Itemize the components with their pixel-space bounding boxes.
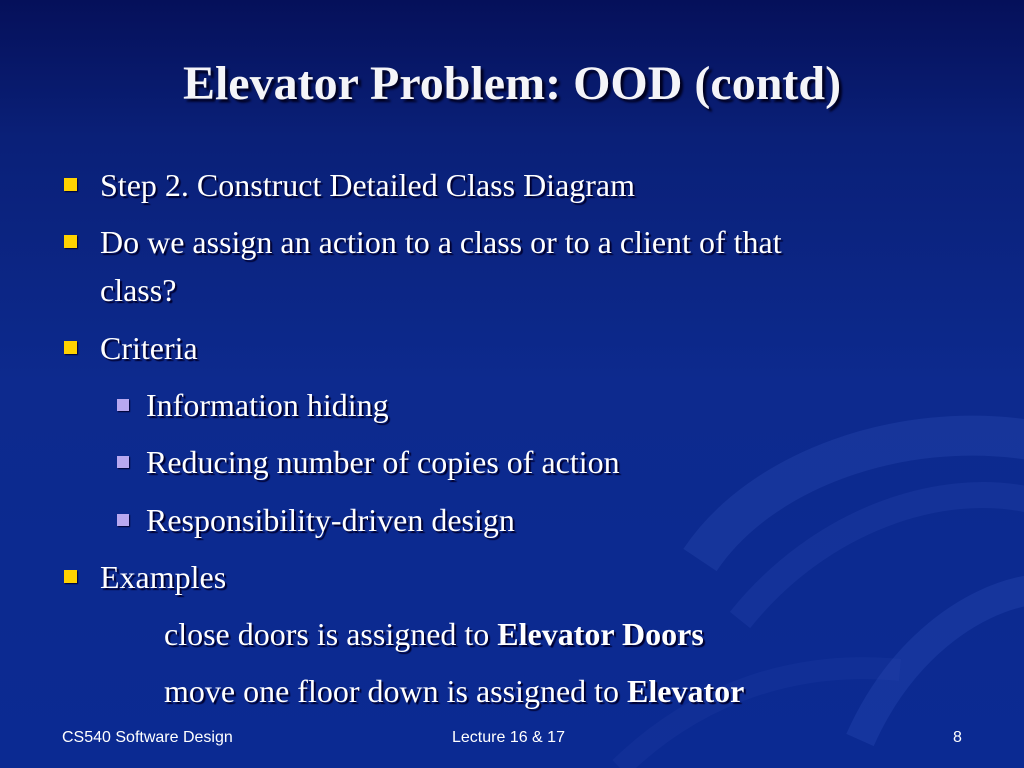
example-close-doors xyxy=(164,610,704,658)
example-text: move one floor down is assigned to xyxy=(164,673,628,709)
square-bullet-icon xyxy=(117,456,129,468)
footer-course: CS540 Software Design xyxy=(62,729,233,746)
sub-bullet-text: Reducing number of copies of action xyxy=(146,444,620,480)
bullet-text: Criteria xyxy=(100,330,198,366)
bullet-examples xyxy=(100,553,226,601)
square-bullet-icon xyxy=(64,235,77,248)
bullet-text-line-2: class? xyxy=(100,272,177,308)
slide-title: Elevator Problem: OOD (contd) xyxy=(182,57,842,110)
square-bullet-icon xyxy=(64,341,77,354)
example-class-name: Elevator Doors xyxy=(497,616,704,652)
example-class-name: Elevator xyxy=(627,673,745,709)
sub-bullet-text: Responsibility-driven design xyxy=(146,502,515,538)
bullet-step-2 xyxy=(100,161,635,209)
sub-bullet-information-hiding xyxy=(146,381,389,429)
bullet-text: Step 2. Construct Detailed Class Diagram xyxy=(100,167,636,203)
bullet-text: Examples xyxy=(100,559,227,595)
square-bullet-icon xyxy=(64,178,77,191)
bullet-text-line-1: Do we assign an action to a class or to a client of that xyxy=(100,224,782,260)
example-text: close doors is assigned to xyxy=(164,616,498,652)
sub-bullet-responsibility-driven xyxy=(146,496,515,544)
square-bullet-icon xyxy=(64,570,77,583)
sub-bullet-text: Information hiding xyxy=(146,387,389,423)
example-move-down xyxy=(164,667,744,715)
square-bullet-icon xyxy=(117,399,129,411)
footer-lecture: Lecture 16 & 17 xyxy=(452,729,565,746)
bullet-assign-action xyxy=(100,218,782,314)
bullet-criteria xyxy=(100,324,198,372)
sub-bullet-reducing-copies xyxy=(146,438,620,486)
square-bullet-icon xyxy=(117,514,129,526)
footer-page-number: 8 xyxy=(953,729,962,746)
